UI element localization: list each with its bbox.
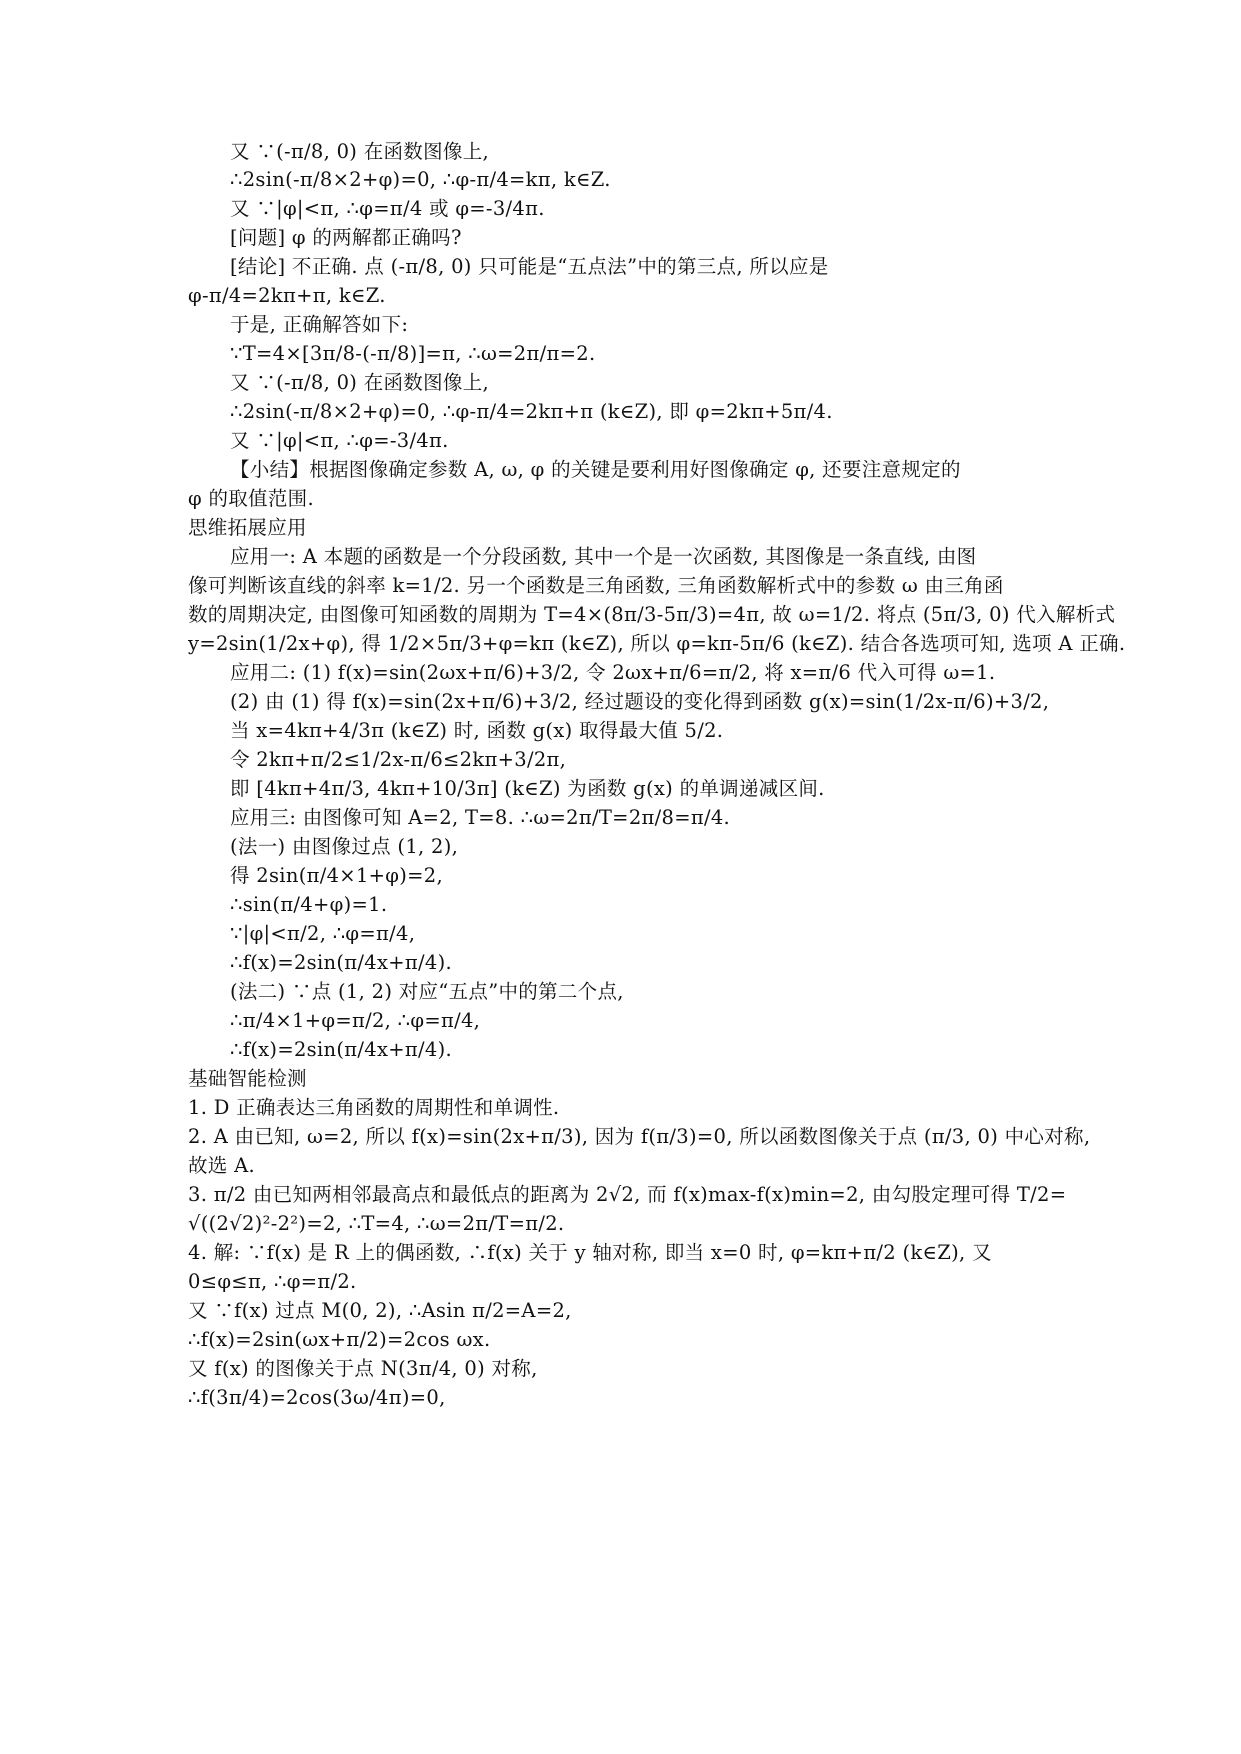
text-line: 又 ∵|φ|<π, ∴φ=-3/4π. [230,429,449,452]
text-line: 2. A 由已知, ω=2, 所以 f(x)=sin(2x+π/3), 因为 f(π/3)=0, 所以函数图像关于点 (π/3, 0) 中心对称, [188,1125,1091,1148]
text-line: ∴2sin(-π/8×2+φ)=0, ∴φ-π/4=kπ, k∈Z. [230,168,611,191]
text-line: 应用一: A 本题的函数是一个分段函数, 其中一个是一次函数, 其图像是一条直线, 由图 [230,545,977,568]
text-line: 当 x=4kπ+4/3π (k∈Z) 时, 函数 g(x) 取得最大值 5/2. [230,719,724,742]
text-line: 又 f(x) 的图像关于点 N(3π/4, 0) 对称, [188,1357,538,1380]
text-line: 又 ∵(-π/8, 0) 在函数图像上, [230,140,489,163]
text-line: ∵T=4×[3π/8-(-π/8)]=π, ∴ω=2π/π=2. [230,342,596,365]
text-line: 应用三: 由图像可知 A=2, T=8. ∴ω=2π/T=2π/8=π/4. [230,806,731,829]
text-line: 数的周期决定, 由图像可知函数的周期为 T=4×(8π/3-5π/3)=4π, 故 ω=1/2. 将点 (5π/3, 0) 代入解析式 [188,603,1116,626]
text-line: 又 ∵f(x) 过点 M(0, 2), ∴Asin π/2=A=2, [188,1299,572,1322]
text-line: 0≤φ≤π, ∴φ=π/2. [188,1270,357,1293]
text-line: 【小结】根据图像确定参数 A, ω, φ 的关键是要利用好图像确定 φ, 还要注意规定的 [230,458,961,481]
text-line: 于是, 正确解答如下: [230,313,409,336]
text-line: 像可判断该直线的斜率 k=1/2. 另一个函数是三角函数, 三角函数解析式中的参数 ω 由三角函 [188,574,1004,597]
text-line: 3. π/2 由已知两相邻最高点和最低点的距离为 2√2, 而 f(x)max-f(x)min=2, 由勾股定理可得 T/2= [188,1183,1067,1206]
text-line: (法一) 由图像过点 (1, 2), [230,835,459,858]
text-line: ∴f(x)=2sin(ωx+π/2)=2cos ωx. [188,1328,491,1351]
section-heading: 思维拓展应用 [188,516,307,539]
text-line: [结论] 不正确. 点 (-π/8, 0) 只可能是“五点法”中的第三点, 所以应是 [230,255,829,278]
text-line: 又 ∵(-π/8, 0) 在函数图像上, [230,371,489,394]
text-line: ∵|φ|<π/2, ∴φ=π/4, [230,922,416,945]
text-line: ∴π/4×1+φ=π/2, ∴φ=π/4, [230,1009,481,1032]
text-line: 又 ∵|φ|<π, ∴φ=π/4 或 φ=-3/4π. [230,197,545,220]
text-line: 4. 解: ∵f(x) 是 R 上的偶函数, ∴f(x) 关于 y 轴对称, 即当 x=0 时, φ=kπ+π/2 (k∈Z), 又 [188,1241,992,1264]
section-heading: 基础智能检测 [188,1067,307,1090]
text-line: ∴f(3π/4)=2cos(3ω/4π)=0, [188,1386,446,1409]
text-line: (2) 由 (1) 得 f(x)=sin(2x+π/6)+3/2, 经过题设的变化得到函数 g(x)=sin(1/2x-π/6)+3/2, [230,690,1050,713]
text-line: 故选 A. [188,1154,255,1177]
text-line: ∴2sin(-π/8×2+φ)=0, ∴φ-π/4=2kπ+π (k∈Z), 即 φ=2kπ+5π/4. [230,400,833,423]
text-line: 令 2kπ+π/2≤1/2x-π/6≤2kπ+3/2π, [230,748,567,771]
text-line: [问题] φ 的两解都正确吗? [230,226,462,249]
text-line: 得 2sin(π/4×1+φ)=2, [230,864,443,887]
text-line: 1. D 正确表达三角函数的周期性和单调性. [188,1096,560,1119]
text-line: ∴sin(π/4+φ)=1. [230,893,388,916]
text-line: ∴f(x)=2sin(π/4x+π/4). [230,951,453,974]
text-line: √((2√2)²-2²)=2, ∴T=4, ∴ω=2π/T=π/2. [188,1212,565,1235]
text-line: φ 的取值范围. [188,487,314,510]
text-line: φ-π/4=2kπ+π, k∈Z. [188,284,386,307]
text-line: 即 [4kπ+4π/3, 4kπ+10/3π] (k∈Z) 为函数 g(x) 的单调递减区间. [230,777,825,800]
text-line: 应用二: (1) f(x)=sin(2ωx+π/6)+3/2, 令 2ωx+π/6=π/2, 将 x=π/6 代入可得 ω=1. [230,661,996,684]
text-line: (法二) ∵点 (1, 2) 对应“五点”中的第二个点, [230,980,624,1003]
text-line: y=2sin(1/2x+φ), 得 1/2×5π/3+φ=kπ (k∈Z), 所以 φ=kπ-5π/6 (k∈Z). 结合各选项可知, 选项 A 正确. [188,632,1126,655]
text-line: ∴f(x)=2sin(π/4x+π/4). [230,1038,453,1061]
